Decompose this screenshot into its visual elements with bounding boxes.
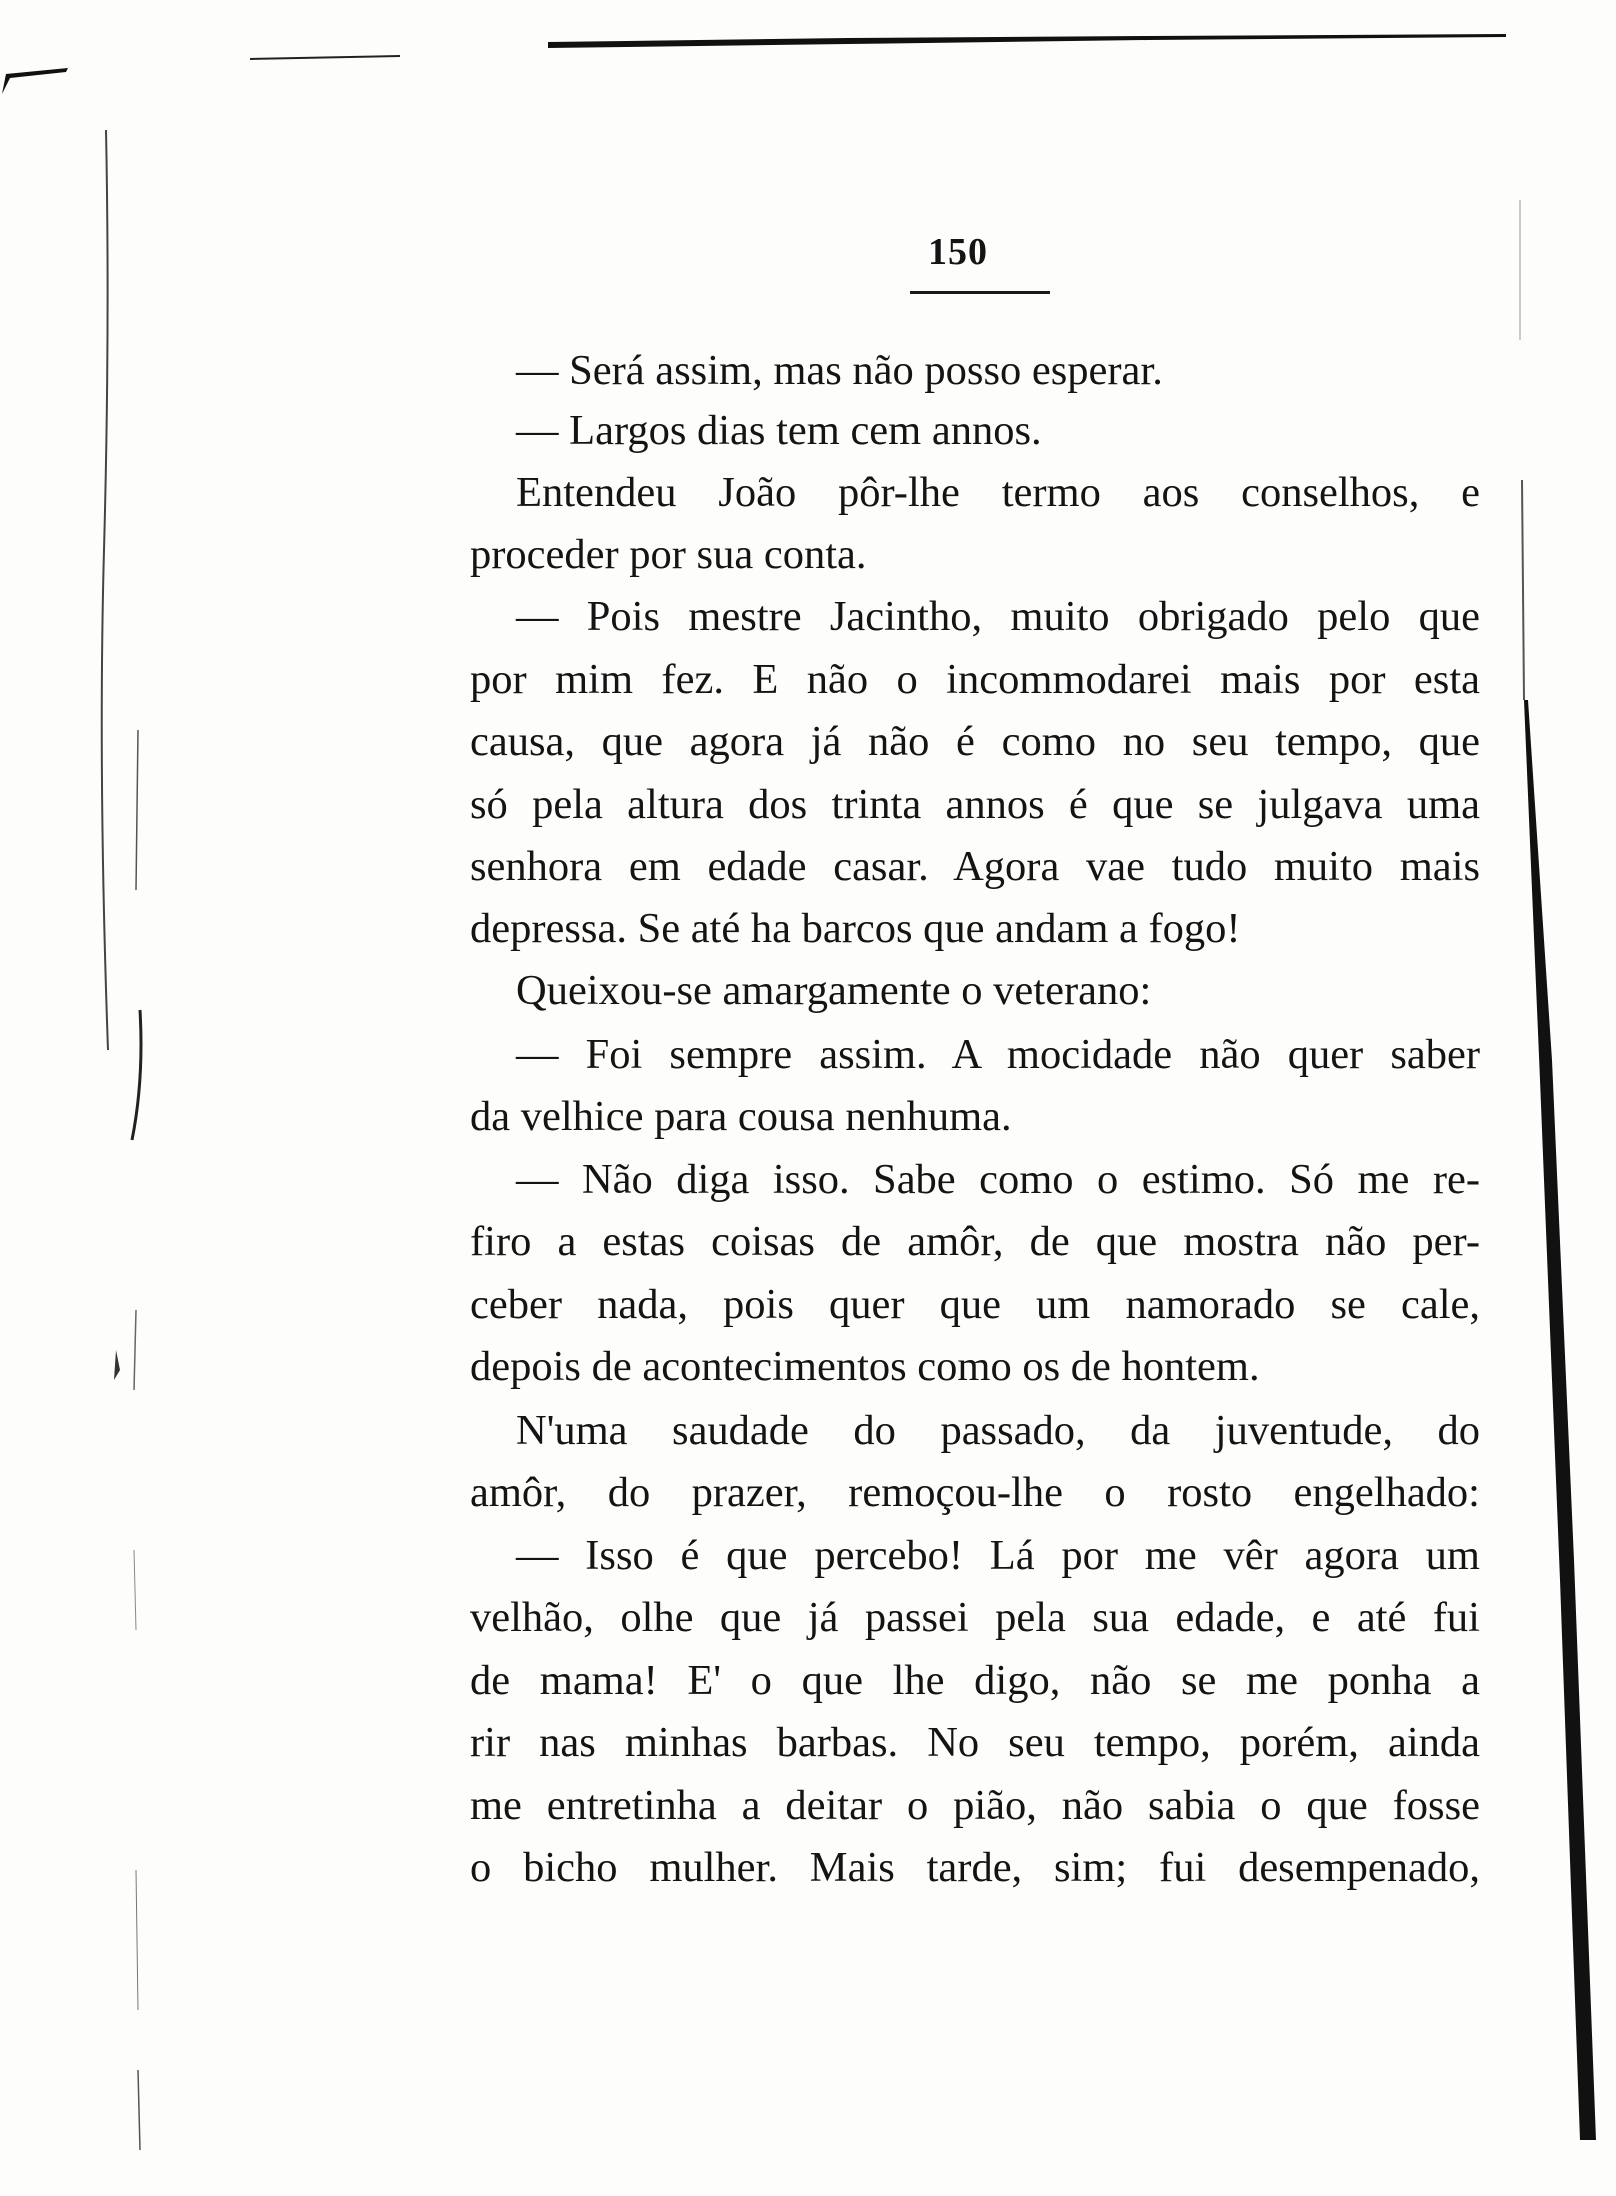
text-line: — Isso é que percebo! Lá por me vêr agora um [516, 1532, 1480, 1579]
page-number: 150 [928, 231, 988, 273]
text-line: N'uma saudade do passado, da juventude, do [516, 1407, 1480, 1454]
text-line: proceder por sua conta. [470, 531, 867, 578]
text-line: depressa. Se até ha barcos que andam a fogo! [470, 905, 1241, 952]
text-line: Entendeu João pôr-lhe termo aos conselhos, e [516, 469, 1480, 516]
text-line: amôr, do prazer, remoçou-lhe o rosto engelhado: [470, 1469, 1480, 1516]
text-line: velhão, olhe que já passei pela sua edade, e até fui [470, 1594, 1480, 1641]
text-line: da velhice para cousa nenhuma. [470, 1093, 1012, 1140]
scan-mark-top-left [250, 54, 400, 62]
text-line: por mim fez. E não o incommodarei mais por esta [470, 656, 1480, 703]
text-line: causa, que agora já não é como no seu tempo, que [470, 718, 1480, 765]
text-line: — Será assim, mas não posso esperar. [516, 347, 1163, 394]
text-line: depois de acontecimentos como os de hontem. [470, 1343, 1260, 1390]
text-line: — Foi sempre assim. A mocidade não quer saber [516, 1031, 1480, 1078]
text-line: me entretinha a deitar o pião, não sabia o que fosse [470, 1782, 1480, 1829]
scan-edge-top [548, 34, 1506, 52]
text-line: só pela altura dos trinta annos é que se julgava uma [470, 781, 1480, 828]
scan-edge-left [100, 130, 180, 2170]
scan-mark-corner [0, 66, 70, 96]
text-line: — Largos dias tem cem annos. [516, 407, 1042, 454]
text-line: senhora em edade casar. Agora vae tudo muito mais [470, 843, 1480, 890]
scan-edge-right [1500, 180, 1616, 2140]
text-line: de mama! E' o que lhe digo, não se me ponha a [470, 1657, 1480, 1704]
text-line: Queixou-se amargamente o veterano: [516, 967, 1152, 1014]
text-line: — Pois mestre Jacintho, muito obrigado pelo que [516, 593, 1480, 640]
text-line: — Não diga isso. Sabe como o estimo. Só me re- [516, 1156, 1480, 1203]
page-number-rule [910, 291, 1050, 294]
text-line: rir nas minhas barbas. No seu tempo, porém, ainda [470, 1719, 1480, 1766]
text-line: ceber nada, pois quer que um namorado se cale, [470, 1281, 1480, 1328]
text-line: o bicho mulher. Mais tarde, sim; fui desempenado, [470, 1844, 1480, 1891]
text-line: firo a estas coisas de amôr, de que mostra não per- [470, 1218, 1480, 1265]
